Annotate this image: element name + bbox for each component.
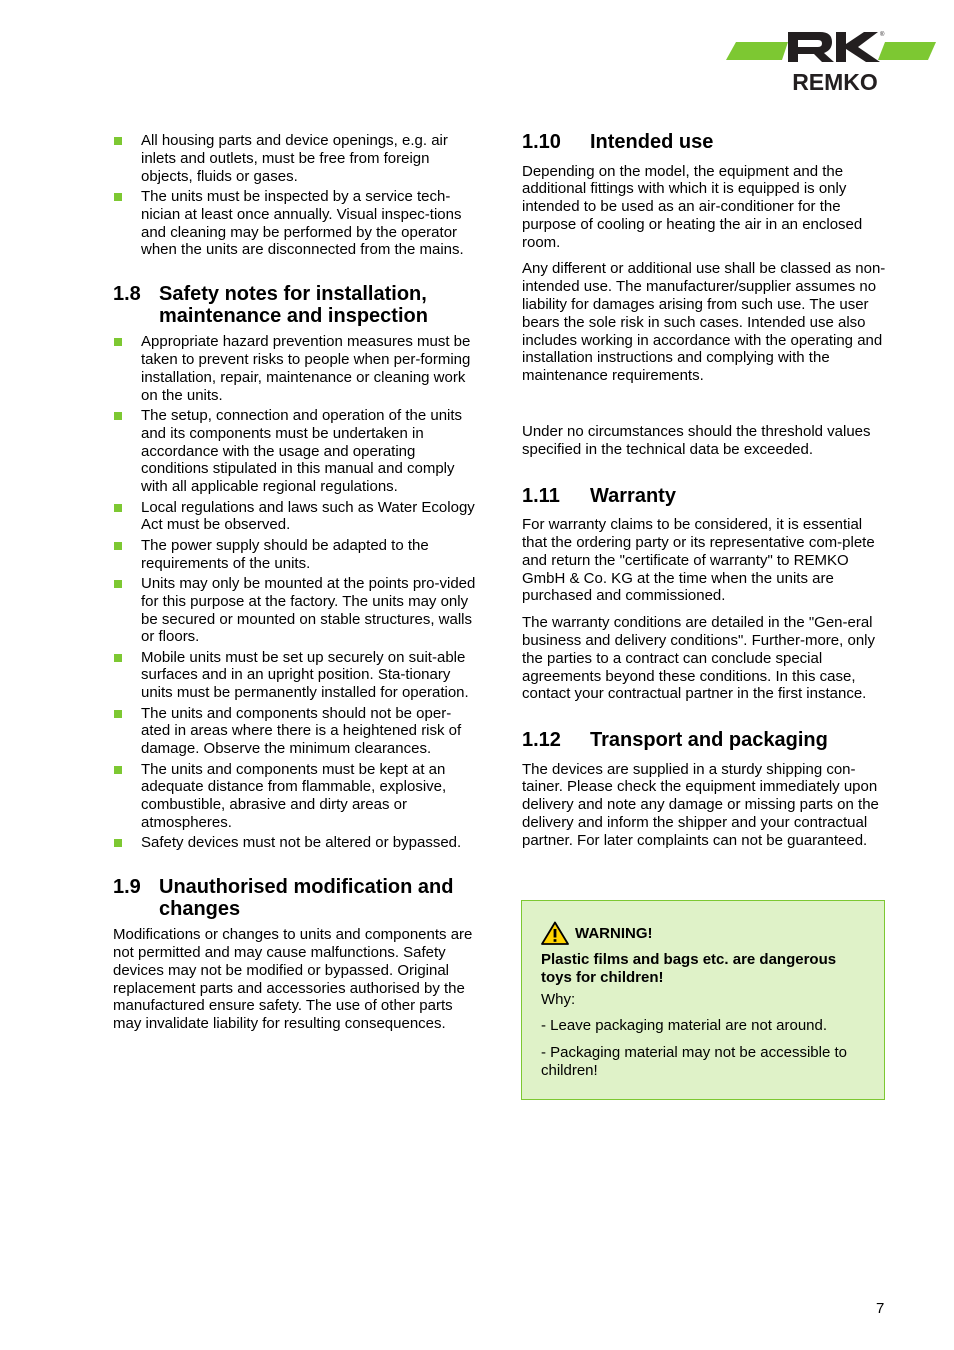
bullet-square-icon [114,654,122,662]
list-item: Appropriate hazard prevention measures must be taken to prevent risks to people when per-forming installation, repair, maintenance or cleaning work on the units. [113,333,479,404]
section-1-9-text: Modifications or changes to units and components are not permitted and may cause malfunctions. Safety devices may not be modified or bypassed. Original replacement parts and accessories authorised by the manufactured ensure safety. The use of other parts may invalidate liability for resulting consequences. [113,926,473,1033]
warning-box [521,900,885,1100]
section-1-11-para-2: The warranty conditions are detailed in the "Gen-eral business and delivery conditions". Further-more, only the parties to a contract can conclude special agreements beyond these conditions. In this case, contact your contractual partner in the first instance. [522,614,875,703]
bullet-square-icon [114,580,122,588]
bullet-square-icon [114,504,122,512]
section-heading-1-9: 1.9 Unauthorised modification and changes [113,876,454,920]
right-column [522,132,888,850]
section-1-10-para-2: Any different or additional use shall be classed as non-intended use. The manufacturer/supplier assumes no liability for damages arising from such use. The user bears the sole risk in such cases. Intended use also includes working in accordance with the operating and installation instructions and complying with the maintenance requirements. [522,260,886,385]
bullet-square-icon [114,338,122,346]
section-1-10-para-1: Depending on the model, the equipment and the additional fittings with which it is equipped is only intended to be used as an air-conditioner for the purpose of cooling or heating the air in an enclosed room. [522,162,863,251]
section-heading-1-12: 1.12 Transport and packaging [522,729,828,752]
list-item: The units and components should not be oper-ated in areas where there is a heightened risk of damage. Observe the minimum clearances. [113,705,479,758]
bullet-square-icon [114,412,122,420]
section-heading-1-11: 1.11 Warranty [522,484,676,507]
warning-header [541,921,866,945]
safety-bullet-list [113,333,479,852]
section-1-11-para-1: For warranty claims to be considered, it is essential that the ordering party or its representative com-plete and return the "certificate of warranty" to REMKO GmbH & Co. KG at the time when the units are purchased and commissioned. [522,516,875,605]
list-item: The setup, connection and operation of the units and its components must be undertaken in accordance with the usage and operating conditions stipulated in this manual and comply with all applicable regional regulations. [113,407,479,496]
section-heading-1-10: 1.10 Intended use [522,131,714,153]
list-item: The units must be inspected by a service tech-nician at least once annually. Visual inspec-tions and cleaning may be performed by the operator when the units are disconnected from the mains. [113,188,479,259]
list-item: All housing parts and device openings, e.g. air inlets and outlets, must be free from foreign objects, fluids or gases. [113,132,479,185]
list-item: Safety devices must not be altered or bypassed. [113,834,479,852]
warning-line-1: - Leave packaging material are not around. [541,1017,828,1035]
list-item: The power supply should be adapted to the requirements of the units. [113,537,479,573]
warning-triangle-icon [541,921,569,945]
bullet-square-icon [114,542,122,550]
bullet-square-icon [114,766,122,774]
top-bullet-list [113,132,479,259]
warning-headline: Plastic films and bags etc. are dangerous toys for children! [541,951,837,986]
warning-line-2: - Packaging material may not be accessible to children! [541,1044,847,1079]
bullet-square-icon [114,193,122,201]
bullet-square-icon [114,839,122,847]
svg-text:REMKO: REMKO [792,69,878,94]
bullet-square-icon [114,710,122,718]
svg-text:®: ® [880,32,885,38]
list-item: Units may only be mounted at the points pro-vided for this purpose at the factory. The units may only be secured or mounted on stable structures, walls or floors. [113,575,479,646]
warning-why: Why: [541,990,576,1008]
page-number: 7 [876,1300,885,1317]
section-1-12-para-1: The devices are supplied in a sturdy shipping con-tainer. Please check the equipment immediately upon delivery and note any damage or missing parts on the delivery and inform the shipper and your contractual partner. For later complaints can not be guaranteed. [522,760,879,849]
section-1-10-para-3: Under no circumstances should the threshold values specified in the technical data be exceeded. [522,423,871,458]
remko-logo [722,28,938,94]
list-item: Local regulations and laws such as Water Ecology Act must be observed. [113,499,479,535]
list-item: Mobile units must be set up securely on suit-able surfaces and in an upright position. Sta-tionary units must be permanently installed for operation. [113,649,479,702]
warning-label: WARNING! [575,924,653,942]
bullet-square-icon [114,137,122,145]
list-item: The units and components must be kept at an adequate distance from flammable, explosive, combustible, abrasive and dirty areas or atmospheres. [113,761,479,832]
section-heading-1-8: 1.8 Safety notes for installation, maintenance and inspection [113,283,428,327]
left-column [113,132,479,1033]
